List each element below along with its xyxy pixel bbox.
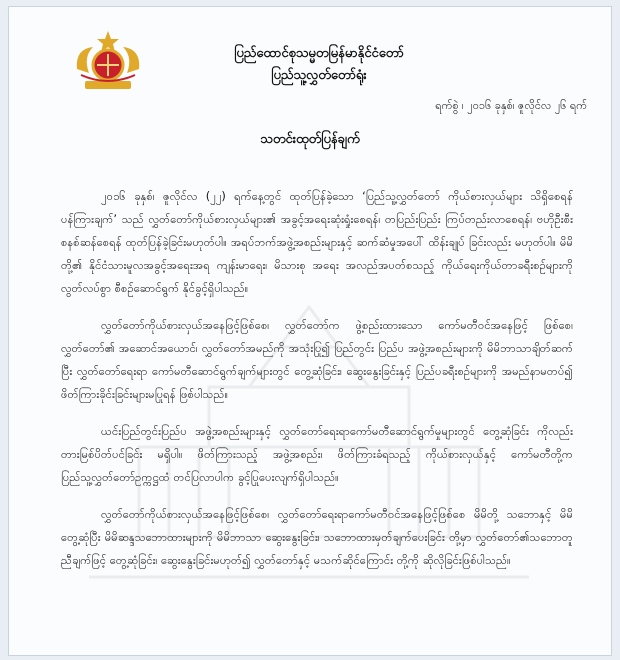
- document-page: [8, 6, 612, 656]
- state-seal-emblem: [71, 29, 145, 93]
- paragraph: ယင်းပြည်တွင်းပြည်ပ အဖွဲ့အစည်းများနှင့် လွှတ်တော်ရေးရာကော်မတီဆောင်ရွက်မှုများတွင် တွေ့ဆုံခြင်း ကိုလည်း တားမြစ်ပိတ်ပင်ခြင်း မရှိပါ။ ဖိတ်ကြားသည့် အဖွဲ့အစည်း၊ ဖိတ်ကြားခံရသည့် ကိုယ်စားလှယ်နှင့် ကော်မတီတို့က ပြည်သူ့လွှတ်တော်ဥက္ကဋ္ဌထံ တင်ပြလာပါက ခွင့်ပြုပေးလျက်ရှိပါသည်။: [61, 424, 573, 484]
- paragraph: လွှတ်တော်ကိုယ်စားလှယ်အနေဖြင့်ဖြစ်စေ၊ လွှတ်တော်ရေးရာကော်မတီဝင်အနေဖြင့်ဖြစ်စေ မိမိတို့ သဘောနှင့် မိမိတွေ့ဆုံပြီး မိမိဆန္ဒသဘောထားများကို မိမိဘာသာ ဆွေးနွေးခြင်း၊ သဘောထားမှတ်ချက်ပေးခြင်း တို့မှာ လွှတ်တော်၏သဘောတူညီချက်ဖြင့် တွေ့ဆုံခြင်း၊ ဆွေးနွေးခြင်းမဟုတ်၍ လွှတ်တော်နှင့် မသက်ဆိုင်ကြောင်း တို့ကို ဆိုလိုခြင်းဖြစ်ပါသည်။: [61, 507, 573, 567]
- paragraph: ၂၀၁၆ ခုနှစ်၊ ဇူလိုင်လ (၂၂) ရက်နေ့တွင် ထုတ်ပြန်ခဲ့သော ‘ပြည်သူ့လွှတ်တော် ကိုယ်စားလှယ်များ သိရှိစေရန် ပန်ကြားချက်’ သည် လွှတ်တော်ကိုယ်စားလှယ်များ၏ အခွင့်အရေးဆုံးရှုံးစေရန်၊ တပြည်းပြည်း ကြပ်တည်းလာစေရန်၊ ဗဟိုဦးစီးစနစ်ဆန်စေရန် ထုတ်ပြန်ခဲ့ခြင်းမဟုတ်ပါ။ အရပ်ဘက်အဖွဲ့အစည်းများနှင့် ဆက်ဆံမှုအပေါ် ထိန်းချုပ် ခြင်းလည်း မဟုတ်ပါ။ မိမိတို့၏ နိုင်ငံသားမူလအခွင့်အရေးအရ ကျန်းမာရေး၊ မိသားစု အရေး အလည်အပတ်စသည့် ကိုယ်ရေးကိုယ်တာခရီးစဉ်များကို လွတ်လပ်စွာ စီစဉ်ဆောင်ရွက် နိုင်ခွင့်ရှိပါသည်။: [61, 189, 573, 295]
- document-date: ရက်စွဲ ၊ ၂၀၁၆ ခုနှစ်၊ ဇူလိုင်လ ၂၆ ရက်: [435, 99, 587, 112]
- paragraph: လွှတ်တော်ကိုယ်စားလှယ်အနေဖြင့်ဖြစ်စေ၊ လွှတ်တော်က ဖွဲ့စည်းထားသော ကော်မတီဝင်အနေဖြင့် ဖြစ်စေ၊ လွှတ်တော်၏ အဆောင်အယောင်၊ လွှတ်တော်အမည်ကို အသုံးပြု၍ ပြည်တွင်း ပြည်ပ အဖွဲ့အစည်းများကို မိမိဘာသာချိတ်ဆက်ပြီး လွှတ်တော်ရေးရာ ကော်မတီဆောင်ရွက်ချက်များတွင် တွေ့ဆုံခြင်း၊ ဆွေးနွေးခြင်းနှင့် ပြည်ပခရီးစဉ်များကို အမည်နာမတပ်၍ ဖိတ်ကြားခိုင်းခြင်းများမပြုရန် ဖြစ်ပါသည်။: [61, 318, 573, 401]
- government-header: ပြည်ထောင်စုသမ္မတမြန်မာနိုင်ငံတော်: [234, 46, 404, 61]
- document-title: သတင်းထုတ်ပြန်ချက်: [260, 132, 360, 147]
- document-body: [61, 185, 573, 586]
- office-header: ပြည်သူ့လွှတ်တော်ရုံး: [271, 68, 367, 83]
